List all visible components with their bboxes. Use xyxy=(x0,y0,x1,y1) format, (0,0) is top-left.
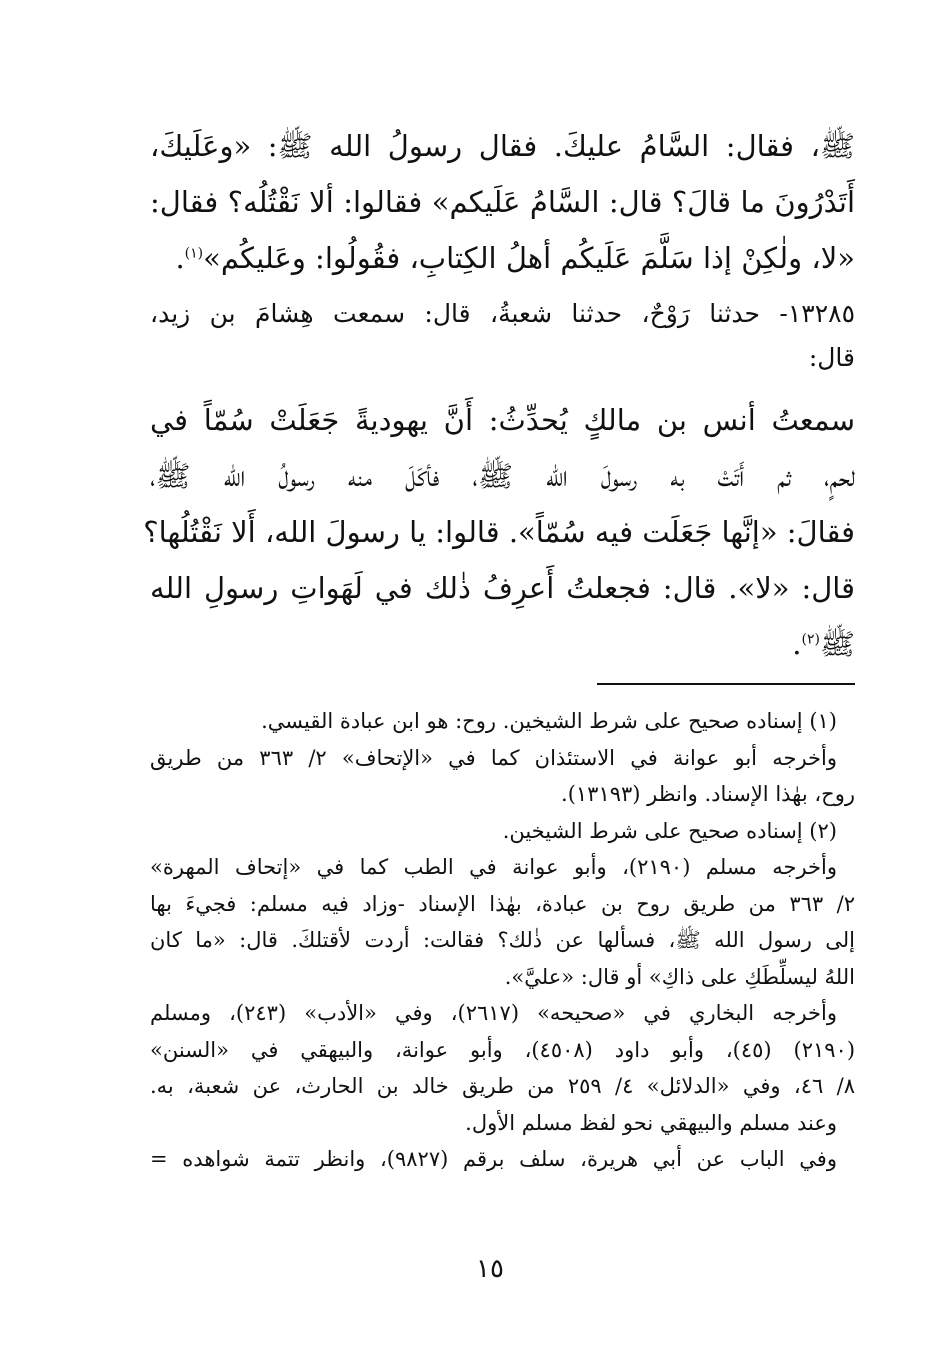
footnote-line: وأخرجه مسلم (٢١٩٠)، وأبو عوانة في الطب كما في «إتحاف المهرة» xyxy=(150,855,837,879)
text-line xyxy=(150,616,855,672)
footnote-line: (١) إسناده صحيح على شرط الشيخين. روح: هو ابن عبادة القيسي. xyxy=(261,709,837,733)
hadith-isnad xyxy=(150,292,855,380)
footnote-line: ٨/ ٤٦، وفي «الدلائل» ٤/ ٢٥٩ من طريق خالد بن الحارث، عن شعبة، به. xyxy=(150,1074,855,1098)
footnote-line: وفي الباب عن أبي هريرة، سلف برقم (٩٨٢٧)، وانظر تتمة شواهده = xyxy=(150,1147,837,1171)
text-line: لحمٍ، ثم أَتَتْ به رسولَ الله ﷺ، فأكَلَ منه رسولُ الله ﷺ، xyxy=(150,459,855,493)
footnote-ref-2: (٢) xyxy=(801,631,820,648)
footnote-separator xyxy=(597,683,855,685)
isnad-line: قال: xyxy=(808,343,855,372)
footnote-ref-1: (١) xyxy=(184,245,204,262)
end-punctuation: . xyxy=(175,241,185,275)
footnote-line: وأخرجه البخاري في «صحيحه» (٢٦١٧)، وفي «الأدب» (٢٤٣)، ومسلم xyxy=(150,1001,837,1025)
footnote-line: ٢/ ٣٦٣ من طريق روح بن عبادة، بهٰذا الإسناد -وزاد فيه مسلم: فجيءَ بها xyxy=(150,891,855,916)
end-punctuation: . xyxy=(792,627,802,661)
main-text-paragraph-2 xyxy=(143,392,855,672)
footnote-line: (٢١٩٠) (٤٥)، وأبو داود (٤٥٠٨)، وأبو عوانة، والبيهقي في «السنن» xyxy=(150,1037,856,1062)
text-line: سمعتُ أنس بن مالكٍ يُحدِّثُ: أَنَّ يهوديةً جَعَلَتْ سُمّاً في xyxy=(150,403,855,437)
text-line: ﷺ، فقال: السَّامُ عليكَ. فقال رسولُ الله ﷺ: «وعَلَيكَ، xyxy=(150,129,855,163)
page-number: ١٥ xyxy=(476,1254,504,1284)
text-line: فقالَ: «إنَّها جَعَلَت فيه سُمّاً». قالوا: يا رسولَ الله، أَلا نَقْتُلُها؟ xyxy=(143,515,855,549)
footnote-line: (٢) إسناده صحيح على شرط الشيخين. xyxy=(502,818,837,843)
text-line: أَتَدْرُونَ ما قالَ؟ قال: السَّامُ عَلَيكم» فقالوا: ألا نَقْتُلُه؟ فقال: xyxy=(150,185,855,219)
text-line: قال: «لا». قال: فجعلتُ أَعرِفُ ذٰلك في لَهَواتِ رسولِ الله xyxy=(150,571,855,605)
isnad-line: ١٣٢٨٥- حدثنا رَوْحٌ، حدثنا شعبةُ، قال: سمعت هِشامَ بن زيد، xyxy=(150,299,855,328)
text-line xyxy=(150,230,855,286)
text-line-content: «لا، ولٰكِنْ إذا سَلَّمَ عَلَيكُم أهلُ الكِتابِ، فقُولُوا: وعَليكُم» xyxy=(203,241,855,275)
footnote-line: وأخرجه أبو عوانة في الاستئذان كما في «الإتحاف» ٢/ ٣٦٣ من طريق xyxy=(150,745,837,770)
footnote-line: اللهُ ليسلِّطَكِ على ذاكِ» أو قال: «عليَّ». xyxy=(504,964,855,989)
footnote-line: إلى رسول الله ﷺ، فسألها عن ذٰلك؟ فقالت: أردت لأقتلكَ. قال: «ما كان xyxy=(150,928,855,952)
main-text-paragraph-1 xyxy=(150,118,855,286)
text-line-content: ﷺ xyxy=(819,627,855,661)
footnote-line: وعند مسلم والبيهقي نحو لفظ مسلم الأول. xyxy=(465,1110,837,1135)
footnotes xyxy=(150,703,855,1178)
footnote-line: روح، بهٰذا الإسناد. وانظر (١٣١٩٣). xyxy=(561,782,855,806)
